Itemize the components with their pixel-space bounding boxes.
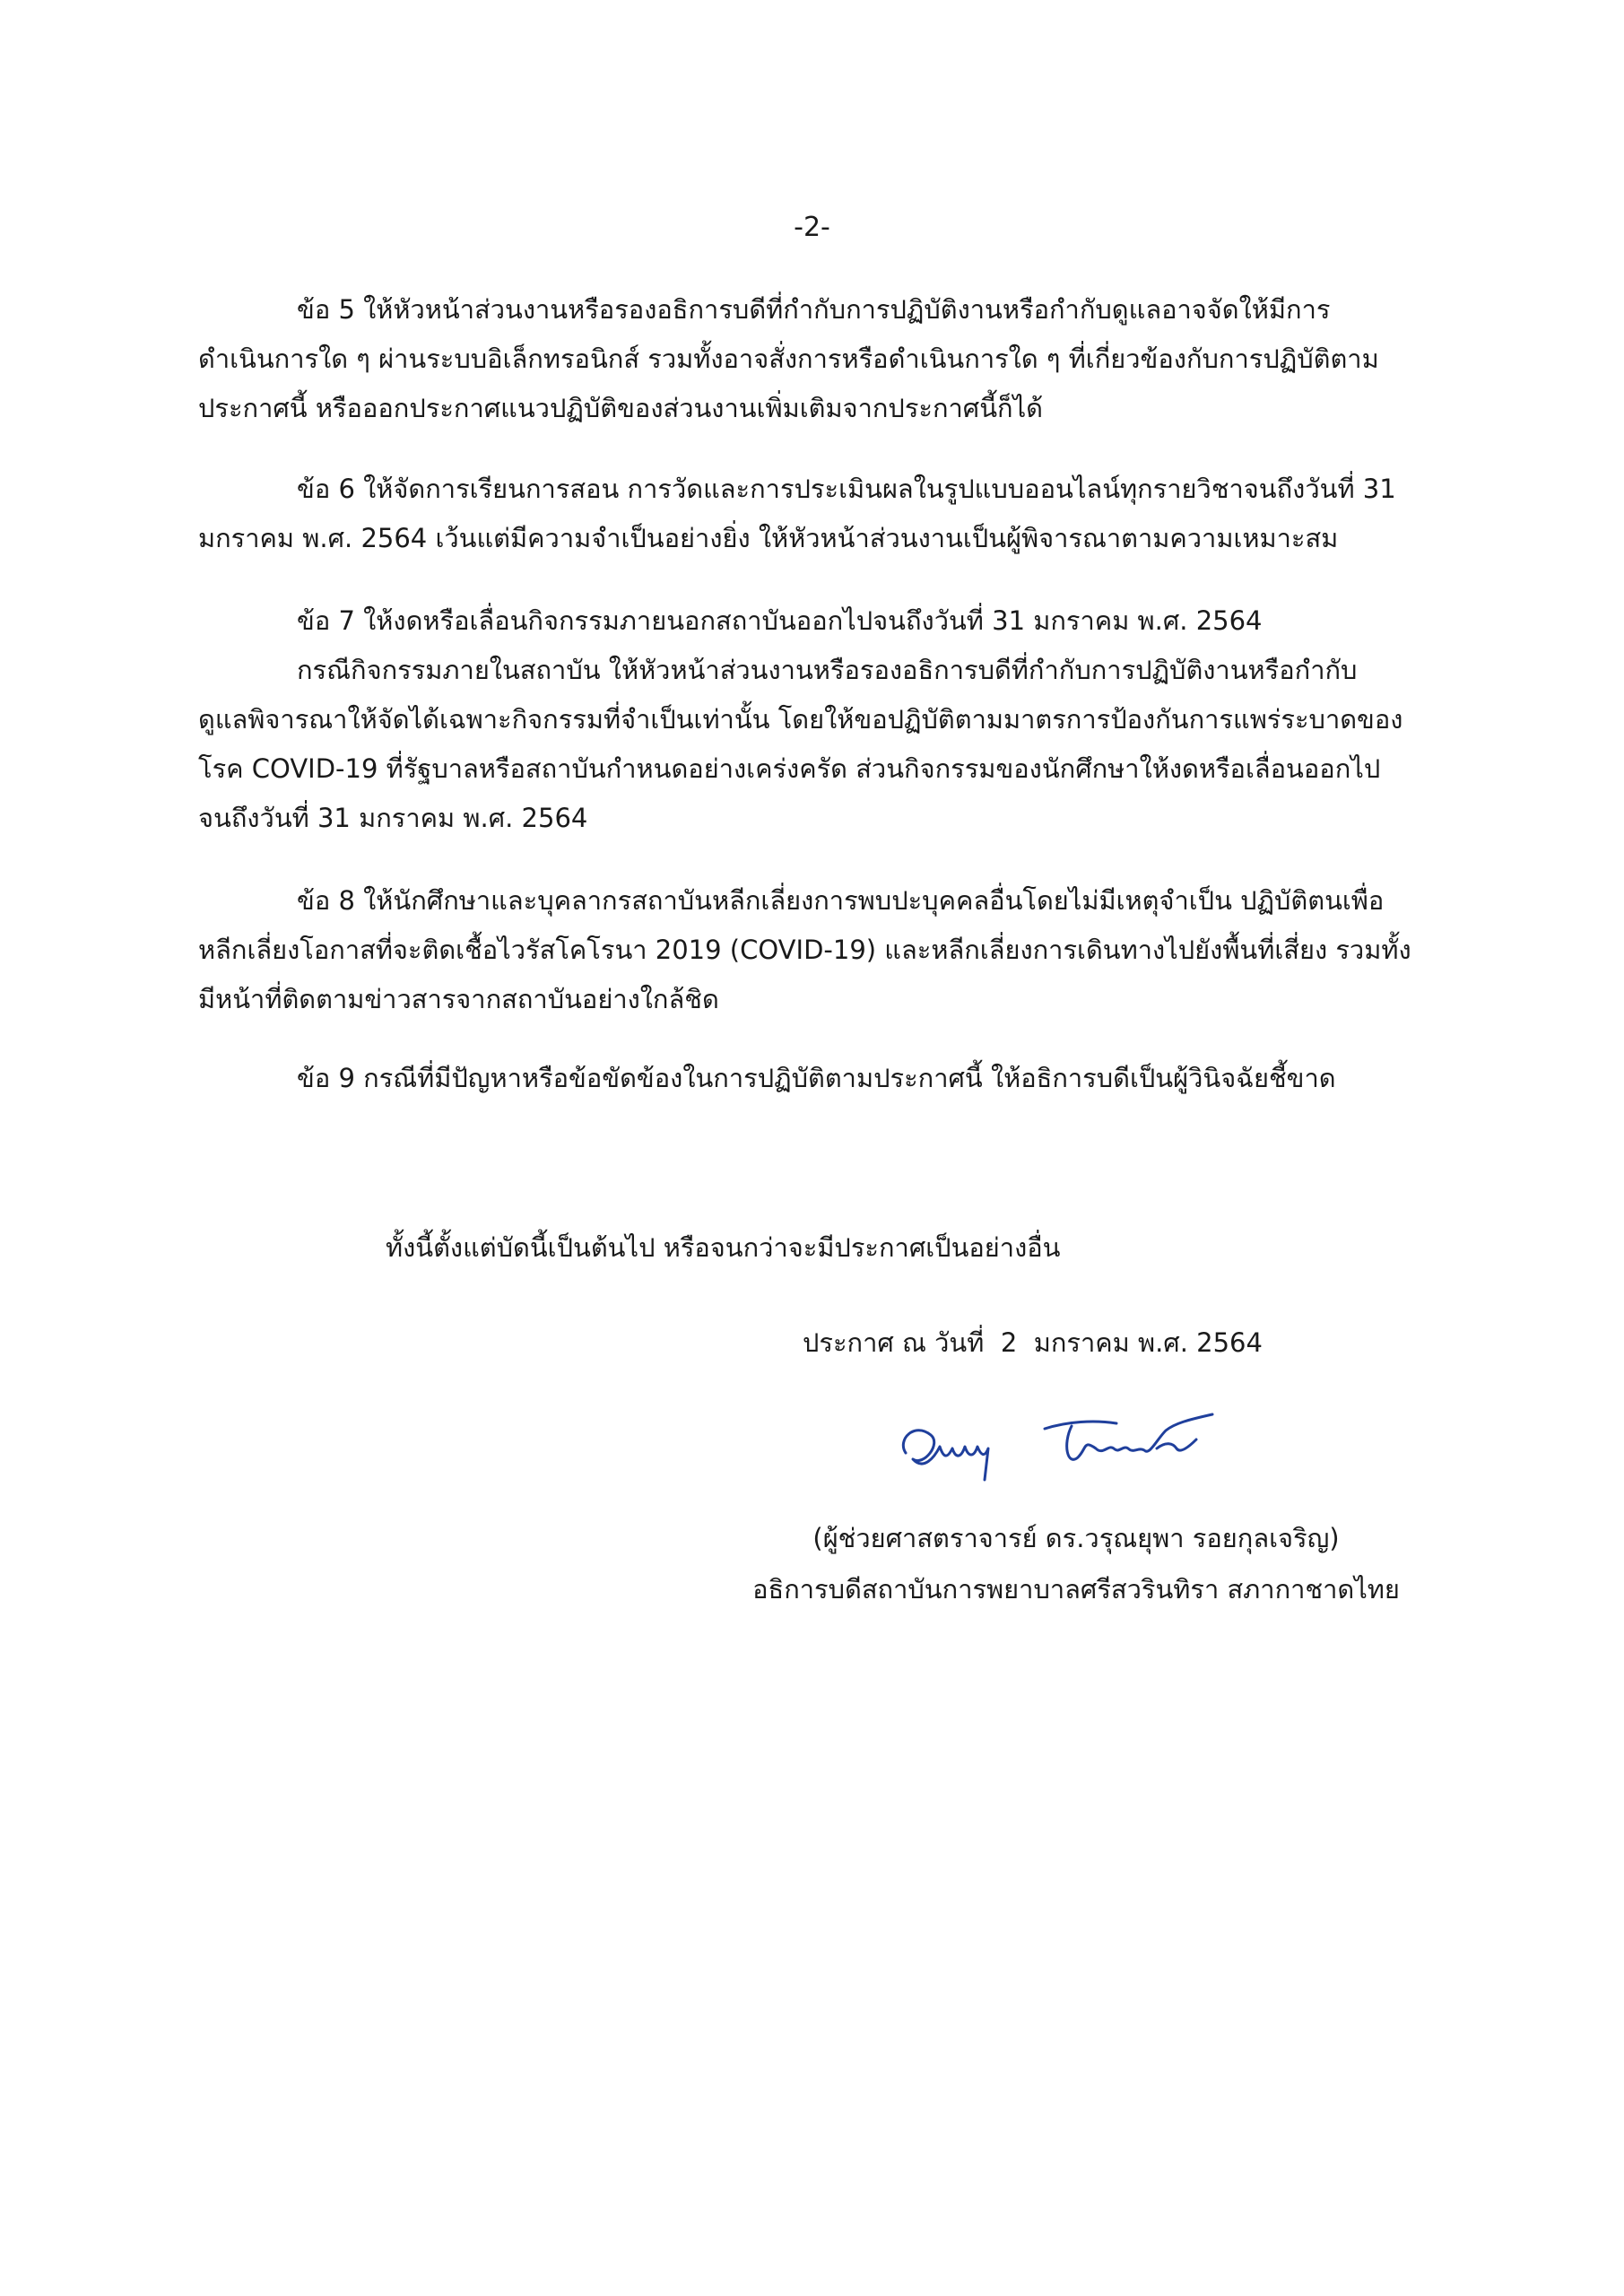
clause-9 bbox=[198, 1054, 1446, 1103]
clause-5-line-1: ข้อ 5 ให้หัวหน้าส่วนงานหรือรองอธิการบดีที่กำกับการปฏิบัติงานหรือกำกับดูแลอาจจัดให้มีการ bbox=[297, 294, 1331, 325]
clause-7-line-5: จนถึงวันที่ 31 มกราคม พ.ศ. 2564 bbox=[198, 803, 588, 833]
clause-5 bbox=[198, 285, 1446, 433]
clause-5-line-2: ดำเนินการใด ๆ ผ่านระบบอิเล็กทรอนิกส์ รวมทั้งอาจสั่งการหรือดำเนินการใด ๆ ที่เกี่ยวข้องกับการปฏิบัติตาม bbox=[198, 344, 1379, 374]
clause-8-line-1: ข้อ 8 ให้นักศึกษาและบุคลากรสถาบันหลีกเลี่ยงการพบปะบุคคลอื่นโดยไม่มีเหตุจำเป็น ปฏิบัติตนเพื่อ bbox=[297, 885, 1385, 916]
closing-statement: ทั้งนี้ตั้งแต่บัดนี้เป็นต้นไป หรือจนกว่าจะมีประกาศเป็นอย่างอื่น bbox=[386, 1232, 1061, 1263]
clause-7-line-1: ข้อ 7 ให้งดหรือเลื่อนกิจกรรมภายนอกสถาบันออกไปจนถึงวันที่ 31 มกราคม พ.ศ. 2564 bbox=[297, 605, 1263, 636]
signature-image bbox=[888, 1404, 1246, 1502]
page-number: -2- bbox=[794, 212, 830, 243]
signature-stroke-3 bbox=[1157, 1439, 1196, 1450]
clause-8-line-2: หลีกเลี่ยงโอกาสที่จะติดเชื้อไวรัสโคโรนา 2019 (COVID-19) และหลีกเลี่ยงการเดินทางไปยังพื้นที่เสี่ยง รวมทั้ง bbox=[198, 935, 1411, 965]
signer-name: (ผู้ช่วยศาสตราจารย์ ดร.วรุณยุพา รอยกุลเจริญ) bbox=[812, 1523, 1340, 1553]
clause-7-line-2: กรณีกิจกรรมภายในสถาบัน ให้หัวหน้าส่วนงานหรือรองอธิการบดีที่กำกับการปฏิบัติงานหรือกำกับ bbox=[297, 655, 1358, 685]
signature-stroke-1 bbox=[903, 1431, 988, 1480]
clause-7-line-4: โรค COVID-19 ที่รัฐบาลหรือสถาบันกำหนดอย่างเคร่งครัด ส่วนกิจกรรมของนักศึกษาให้งดหรือเลื่อนออกไป bbox=[198, 753, 1381, 784]
signature-stroke-2 bbox=[1045, 1414, 1212, 1459]
clause-6 bbox=[198, 465, 1446, 563]
clause-8-line-3: มีหน้าที่ติดตามข่าวสารจากสถาบันอย่างใกล้ชิด bbox=[198, 984, 719, 1014]
clause-7 bbox=[198, 596, 1446, 843]
announcement-date: ประกาศ ณ วันที่ 2 มกราคม พ.ศ. 2564 bbox=[803, 1327, 1263, 1358]
clause-6-line-1: ข้อ 6 ให้จัดการเรียนการสอน การวัดและการประเมินผลในรูปแบบออนไลน์ทุกรายวิชาจนถึงวันที่ 31 bbox=[297, 474, 1396, 504]
signer-title: อธิการบดีสถาบันการพยาบาลศรีสวรินทิรา สภากาชาดไทย bbox=[752, 1574, 1400, 1605]
clause-7-line-3: ดูแลพิจารณาให้จัดได้เฉพาะกิจกรรมที่จำเป็นเท่านั้น โดยให้ขอปฏิบัติตามมาตรการป้องกันการแพร่ระบาดของ bbox=[198, 704, 1403, 735]
clause-6-line-2: มกราคม พ.ศ. 2564 เว้นแต่มีความจำเป็นอย่างยิ่ง ให้หัวหน้าส่วนงานเป็นผู้พิจารณาตามความเหมาะสม bbox=[198, 523, 1339, 553]
clause-5-line-3: ประกาศนี้ หรือออกประกาศแนวปฏิบัติของส่วนงานเพิ่มเติมจากประกาศนี้ก็ได้ bbox=[198, 393, 1044, 423]
clause-8 bbox=[198, 876, 1446, 1024]
clause-9-line-1: ข้อ 9 กรณีที่มีปัญหาหรือข้อขัดข้องในการปฏิบัติตามประกาศนี้ ให้อธิการบดีเป็นผู้วินิจฉัยชี้ขาด bbox=[297, 1063, 1336, 1093]
